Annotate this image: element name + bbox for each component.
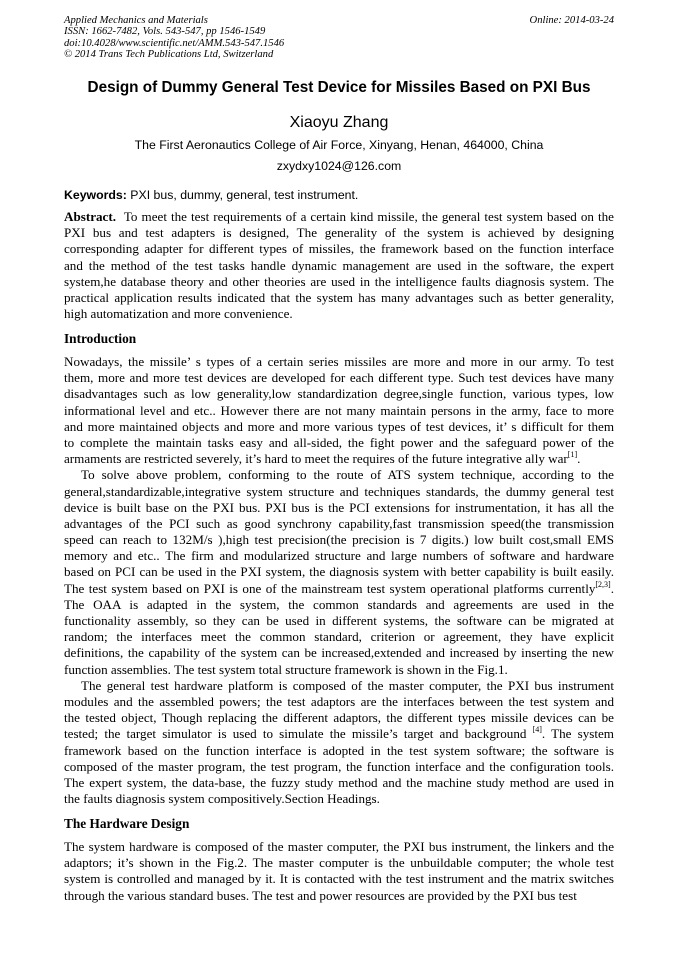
line-text: . The system <box>541 726 614 742</box>
text-line: To solve above problem, conforming to the route of ATS system technique, according to the <box>81 467 614 483</box>
text-line: disadvantages such as low generality,low standardization degree,single function, various types, low <box>64 386 614 402</box>
online-date: Online: 2014-03-24 <box>529 15 614 26</box>
keywords <box>64 188 358 202</box>
text-line: general,standardizable,integrative system structure and techniques standards, the dummy general test <box>64 483 614 499</box>
text-line: Nowadays, the missile’ s types of a certain series missiles are more and more in our army. To test <box>64 354 614 369</box>
text-line: The system hardware is composed of the master computer, the PXI bus instrument, the linkers and the <box>64 839 614 854</box>
keywords-text: PXI bus, dummy, general, test instrument. <box>126 188 359 202</box>
text-line: corresponding adapter for different types of missiles, the framework based on the function interface <box>64 241 614 257</box>
doi: doi:10.4028/www.scientific.net/AMM.543-547.1546 <box>64 37 285 49</box>
text-line: the tested object, Though replacing the different adaptors, the different types missile devices can be <box>64 710 614 726</box>
text-line: function assemblies. The test system total structure framework is shown in the Fig.1. <box>64 661 508 677</box>
text-line: them, more and more test devices are developed for each different type. Such test devices have many <box>64 370 614 386</box>
text-line: memory and etc.. The firm and modularized structure and large numbers of software and hardware <box>64 548 614 564</box>
text-line: advantages of the PCI such as good synchrony capability,fast transmission speed(the transmission <box>64 515 614 531</box>
text-line: random; the interfaces meet the common standard, criterion or agreement, they have explicit <box>64 629 614 645</box>
text-line: the faults diagnosis system compositively.Section Headings. <box>64 791 380 807</box>
text-line <box>64 451 614 467</box>
line-text: The test system based on PXI is one of the mainstream test system operational platforms currently <box>64 580 596 596</box>
text-line: definitions, the capability of the system can be increased,extended and increased by inserting the new <box>64 645 614 661</box>
text-line <box>64 209 614 225</box>
journal-name: Applied Mechanics and Materials <box>64 15 208 26</box>
keywords-label: Keywords: <box>64 188 127 202</box>
copyright: © 2014 Trans Tech Publications Ltd, Switzerland <box>64 49 274 61</box>
affiliation: The First Aeronautics College of Air Force, Xinyang, Henan, 464000, China <box>134 138 544 152</box>
email: zxydxy1024@126.com <box>276 159 402 173</box>
text-line: modules and the assembled powers; the test adaptors are the interfaces between the test system and <box>64 693 614 709</box>
line-text: . <box>610 580 614 596</box>
text-line: through the various standard buses. The test and power resources are provided by the PXI bus test <box>64 887 577 903</box>
section-heading-introduction: Introduction <box>64 331 137 346</box>
text-line: high automatization and more convenience. <box>64 306 293 322</box>
text-line: functionality assembly, so they can be used in different systems, the software can be migrated at <box>64 613 614 628</box>
text-line: and more maintained objects and more and more various types of test devices, it’ s difficult for them <box>64 418 614 434</box>
text-line <box>64 726 614 742</box>
line-text: armaments are restricted severely, it’s hard to meet the requires of the future integrative ally war <box>64 451 568 467</box>
line-text: . <box>577 451 581 467</box>
journal-header <box>64 15 614 61</box>
text-line: framework based on the function interface is adopted in the test system software; the software is <box>64 742 614 758</box>
abstract <box>64 209 614 322</box>
citation-ref: [4] <box>532 725 542 735</box>
hardware-design-body <box>64 839 614 904</box>
issn: ISSN: 1662-7482, Vols. 543-547, pp 1546-1549 <box>64 26 266 38</box>
paper-title: Design of Dummy General Test Device for Missiles Based on PXI Bus <box>87 79 591 96</box>
citation-ref: [2,3] <box>595 579 611 589</box>
text-line: to complete the maintain tasks easy and all-sided, the fight power and the safeguard power of the <box>64 434 614 450</box>
section-heading-hardware-design: The Hardware Design <box>64 816 190 831</box>
text-line: composed of the master program, the test program, the function interface and the configuration tools. <box>64 758 614 774</box>
text-line <box>64 581 614 597</box>
text-line: adaptors; it’s shown in the Fig.2. The master computer is the unbuildable computer; the whole test <box>64 855 614 871</box>
text-line: device is built base on the PXI bus. PXI bus is the PCI extensions for instrumentation, it has all the <box>64 499 614 515</box>
line-text: To meet the test requirements of a certain kind missile, the general test system based on the <box>123 209 614 224</box>
text-line: system is controlled and managed by it. It is contacted with the test instrument and the matrix switches <box>64 871 614 887</box>
text-line: speed can reach to 132M/s ),high test precision(the precision is 7 digits.) low built cost,small EMS <box>64 532 614 548</box>
author: Xiaoyu Zhang <box>289 114 389 131</box>
text-line: practical application results indicated that the system has many advantages such as better generality, <box>64 289 614 305</box>
text-line: The expert system, the data-base, the fuzzy study method and the machine study method are used in <box>64 774 614 790</box>
line-text: tested; the target simulator is used to simulate the missile’s target and background <box>64 726 533 742</box>
text-line: The general test hardware platform is composed of the master computer, the PXI bus instrument <box>81 677 614 693</box>
text-line: The OAA is adapted in the system, the common standards and agreements are used in the <box>64 596 614 612</box>
text-line: PXI bus and test adapters is designed, The generality of the system is achieved by designing <box>64 225 614 241</box>
introduction-body <box>64 354 614 807</box>
text-line: system,he database theory and other theories are used in the intelligence faults diagnosis system. The <box>64 273 614 289</box>
abstract-label: Abstract. <box>64 209 116 224</box>
text-line: and the method of the test tasks handle dynamic management are used in the software, the expert <box>64 257 614 273</box>
journal-header-first-row <box>64 15 614 26</box>
citation-ref: [1] <box>567 450 578 460</box>
text-line: based on PCI can be used in the PXI system, the diagnosis system with better capability is built easily. <box>64 564 614 580</box>
text-line: informational level and etc.. However there are not many maintain persons in the army, face to more <box>64 402 614 418</box>
